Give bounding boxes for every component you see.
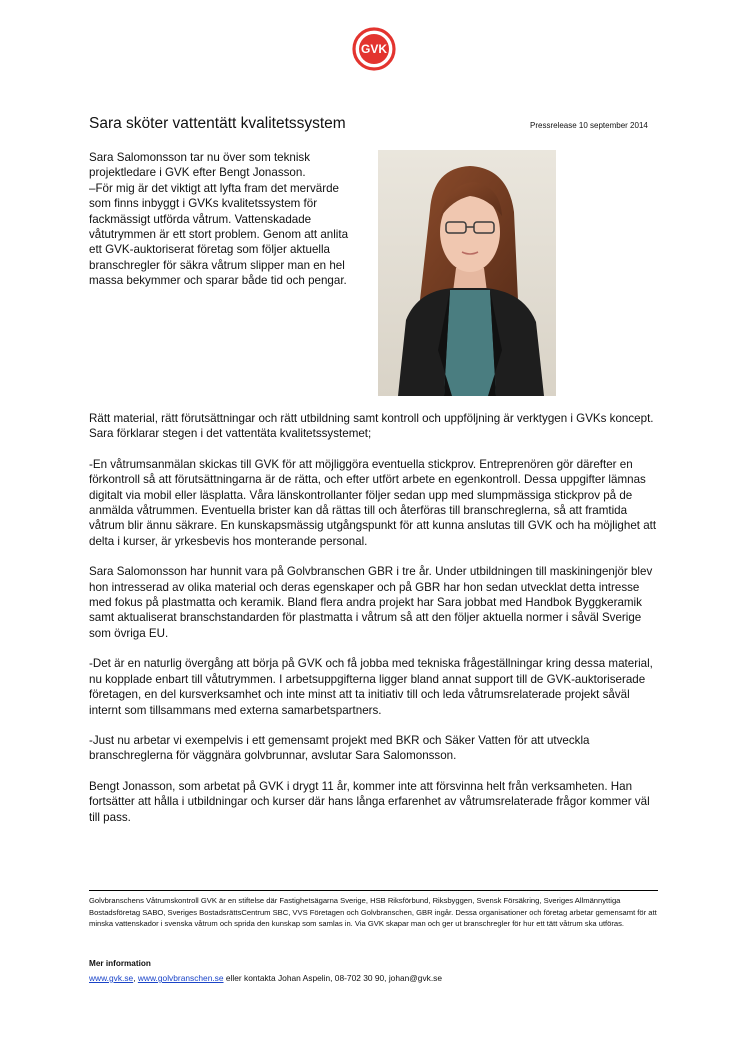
paragraph-3: Sara Salomonsson har hunnit vara på Golvbranschen GBR i tre år. Under utbildningen till maskiningenjör blev hon intresserad av olika material och deras egenskaper och på GBR har hon sedan utvecklat detta intresse med fokus på plastmatta och keramik. Bland flera andra projekt har Sara jobbat med Handbok Byggkeramik samt aktualiserat branschstandarden för plastmatta i våtrum så att den följer aktuella normer i såväl Sverige som övriga EU. [89,565,653,640]
footer-about: Golvbranschens Våtrumskontroll GVK är en stiftelse där Fastighetsägarna Sverige, HSB Riksförbund, Riksbyggen, Svensk Försäkring, Sveriges Allmännyttiga Bostadsföretag SABO, Sveriges BostadsrättsCentrum SBC, VVS Företagen och Golvbranschen, GBR ingår. Dessa organisationer och företag arbetar gemensamt för att minska vattenskador i svenska våtrum och sprida den kunskap som samlas in. Via GVK skapar man och ger ut branschregler för hur ett tätt våtrum ska utföras. [89,896,657,929]
paragraph-2: -En våtrumsanmälan skickas till GVK för att möjliggöra eventuella stickprov. Entreprenören gör därefter en förkontroll så att förutsättningarna är de rätta, och efter utfört arbete en egenkontroll. Dessa uppgifter lämnas digitalt via mobil eller läsplatta. Våra länskontrollanter följer sedan upp med slumpmässiga stickprov på de anmälda våtrummen. Eventuella brister kan då rättas till och återföras till branschreglerna, så att framtida våtrum blir ännu säkrare. En kunskapsmässig utgångspunkt för att kunna anslutas till GVK och ha möjlighet att delta i kurser, är yrkesbevis hos monterande personal. [89,457,657,548]
paragraph-6: Bengt Jonasson, som arbetat på GVK i drygt 11 år, kommer inte att försvinna helt från verksamheten. Han fortsätter att hålla i utbildningar och kurser där hans långa erfarenhet av våtrumsrelaterade frågor kommer väl till pass. [89,779,650,824]
golvbranschen-website-link[interactable]: www.golvbranschen.se [137,973,224,983]
logo-text: GVK [360,42,388,57]
press-release-date: Pressrelease 10 september 2014 [530,121,648,130]
more-info-heading: Mer information [89,959,151,968]
paragraph-4: -Det är en naturlig övergång att börja på GVK och få jobba med tekniska frågeställningar kring dessa material, nu kopplade enbart till våtutrymmen. I arbetsuppgifterna ligger bland annat support till de GVK-auktoriserade företagen, en del kursverksamhet och inte minst att ta initiativ till och leda våtrumsrelaterade projekt såväl internt som tillsammans med externa samarbetspartners. [89,657,653,717]
contact-text: eller kontakta Johan Aspelin, 08-702 30 90, johan@gvk.se [223,973,443,983]
paragraph-5: -Just nu arbetar vi exempelvis i ett gemensamt projekt med BKR och Säker Vatten för att utveckla branschreglerna för väggnära golvbrunnar, avslutar Sara Salomonsson. [89,733,590,763]
document-title: Sara sköter vattentätt kvalitetssystem [89,115,346,132]
gvk-website-link[interactable]: www.gvk.se [89,973,134,983]
portrait-photo [378,150,556,396]
link-separator: , [133,973,138,983]
paragraph-1: Rätt material, rätt förutsättningar och rätt utbildning samt kontroll och uppföljning är verktygen i GVKs koncept. Sara förklarar stegen i det vattentäta kvalitetssystemet; [89,412,654,441]
article-body [89,411,659,840]
contact-line [89,973,442,983]
gvk-logo [352,27,396,71]
intro-paragraph: Sara Salomonsson tar nu över som teknisk projektledare i GVK efter Bengt Jonasson. –För mig är det viktigt att lyfta fram det mervärde som finns inbyggt i GVKs kvalitetssystem för fackmässigt utförda våtrum. Vattenskadade våtutrymmen är ett stort problem. Genom att anlita ett GVK-auktoriserat företag som följer aktuella branschregler för säkra våtrum slipper man en hel massa bekymmer och sparar både tid och pengar. [89,151,349,288]
footer-divider [89,890,658,891]
